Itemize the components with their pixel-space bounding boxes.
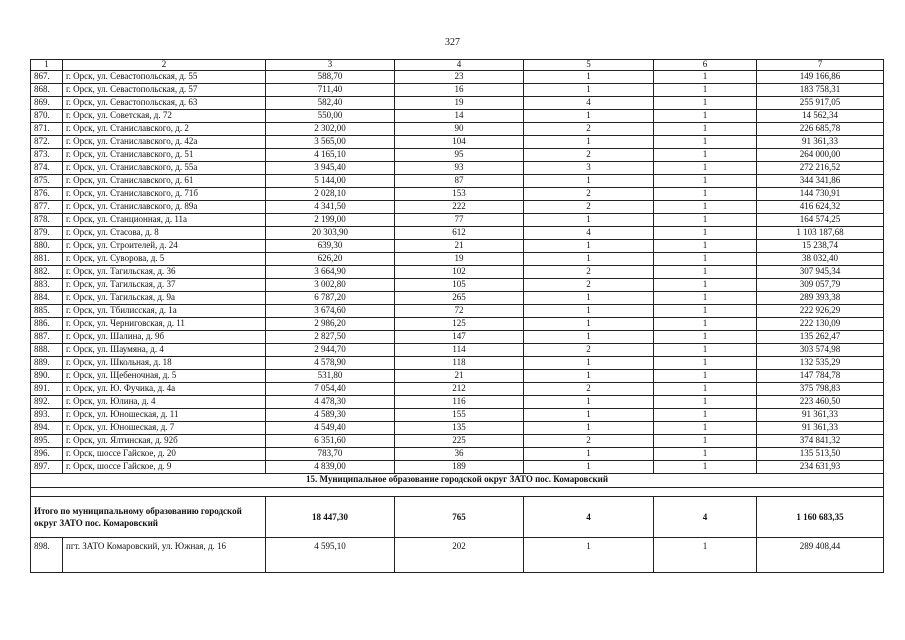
table-cell: 1 <box>654 253 757 266</box>
table-cell: 4 478,30 <box>266 396 395 409</box>
table-cell: 582,40 <box>266 97 395 110</box>
table-cell: 20 303,90 <box>266 227 395 240</box>
table-cell: 1 <box>654 461 757 474</box>
table-cell: 303 574,98 <box>757 344 884 357</box>
table-cell: 1 <box>654 383 757 396</box>
table-cell: 149 166,86 <box>757 71 884 84</box>
table-cell: 226 685,78 <box>757 123 884 136</box>
table-cell: г. Орск, ул. Станиславского, д. 55а <box>63 162 266 175</box>
table-cell: 1 <box>654 188 757 201</box>
table-cell: г. Орск, ул. Станиславского, д. 42а <box>63 136 266 149</box>
table-cell: 874. <box>31 162 63 175</box>
table-cell: 2 199,00 <box>266 214 395 227</box>
table-cell: 1 <box>524 175 654 188</box>
table-cell: 612 <box>395 227 524 240</box>
table-row <box>31 409 884 422</box>
table-cell: 871. <box>31 123 63 136</box>
table-cell: 1 <box>524 136 654 149</box>
table-cell: 892. <box>31 396 63 409</box>
table-cell: 1 <box>654 110 757 123</box>
table-cell: г. Орск, ул. Тагильская, д. 37 <box>63 279 266 292</box>
table-cell: 2 <box>524 435 654 448</box>
table-cell: 1 <box>654 409 757 422</box>
table-cell: 889. <box>31 357 63 370</box>
table-cell: 1 <box>654 136 757 149</box>
table-cell: 147 784,78 <box>757 370 884 383</box>
table-cell: 222 926,29 <box>757 305 884 318</box>
table-cell: 2 302,00 <box>266 123 395 136</box>
table-cell: 4 <box>524 227 654 240</box>
total-label: Итого по муниципальному образованию городской округ ЗАТО пос. Комаровский <box>31 497 266 538</box>
table-cell: 344 341,86 <box>757 175 884 188</box>
table-cell: г. Орск, ул. Станиславского, д. 61 <box>63 175 266 188</box>
table-cell: 1 <box>654 214 757 227</box>
table-cell: 881. <box>31 253 63 266</box>
table-cell: 14 562,34 <box>757 110 884 123</box>
table-cell: 90 <box>395 123 524 136</box>
table-cell: г. Орск, шоссе Гайское, д. 9 <box>63 461 266 474</box>
total-row <box>31 497 884 538</box>
table-cell: 891. <box>31 383 63 396</box>
table-cell: г. Орск, ул. Юношеская, д. 7 <box>63 422 266 435</box>
table-cell: 19 <box>395 253 524 266</box>
table-cell: 7 054,40 <box>266 383 395 396</box>
table-cell: г. Орск, ул. Советская, д. 72 <box>63 110 266 123</box>
table-cell: г. Орск, ул. Юлина, д. 4 <box>63 396 266 409</box>
table-cell: 38 032,40 <box>757 253 884 266</box>
table-cell: 289 408,44 <box>757 538 884 573</box>
table-cell: 375 798,83 <box>757 383 884 396</box>
table-cell: 885. <box>31 305 63 318</box>
table-row <box>31 370 884 383</box>
table-cell: 1 <box>654 97 757 110</box>
table-cell: 1 103 187,68 <box>757 227 884 240</box>
table-cell: 4 578,90 <box>266 357 395 370</box>
table-cell: 1 <box>524 409 654 422</box>
table-cell: 878. <box>31 214 63 227</box>
table-cell: 1 <box>654 292 757 305</box>
table-cell: 895. <box>31 435 63 448</box>
table-cell: 1 <box>654 123 757 136</box>
table-cell: 104 <box>395 136 524 149</box>
table-cell: 309 057,79 <box>757 279 884 292</box>
row-number: 898. <box>31 538 63 573</box>
table-cell: 225 <box>395 435 524 448</box>
table-cell: 886. <box>31 318 63 331</box>
table-cell: 14 <box>395 110 524 123</box>
table-cell: 307 945,34 <box>757 266 884 279</box>
table-cell: 887. <box>31 331 63 344</box>
table-cell: 255 917,05 <box>757 97 884 110</box>
table-cell: 870. <box>31 110 63 123</box>
table-cell: 1 <box>654 318 757 331</box>
table-row <box>31 266 884 279</box>
table-cell: 91 361,33 <box>757 409 884 422</box>
table-cell: 1 <box>654 396 757 409</box>
table-cell: 894. <box>31 422 63 435</box>
table-cell: 222 130,09 <box>757 318 884 331</box>
table-cell: 711,40 <box>266 84 395 97</box>
table-cell: 1 <box>654 175 757 188</box>
table-cell: 1 <box>524 461 654 474</box>
column-header: 1 <box>31 60 63 71</box>
table-cell: 265 <box>395 292 524 305</box>
column-header: 3 <box>266 60 395 71</box>
table-cell: г. Орск, ул. Шалина, д. 9б <box>63 331 266 344</box>
table-cell: 1 <box>524 318 654 331</box>
table-row <box>31 149 884 162</box>
table-cell: 116 <box>395 396 524 409</box>
table-cell: 896. <box>31 448 63 461</box>
table-row <box>31 71 884 84</box>
table-cell: 2 944,70 <box>266 344 395 357</box>
table-cell: 1 <box>654 84 757 97</box>
table-cell: 1 <box>654 149 757 162</box>
table-cell: 1 <box>654 448 757 461</box>
table-row <box>31 422 884 435</box>
table-row <box>31 136 884 149</box>
table-cell: г. Орск, ул. Станционная, д. 11а <box>63 214 266 227</box>
table-cell: 3 674,60 <box>266 305 395 318</box>
table-cell: 4 341,50 <box>266 201 395 214</box>
table-cell: 1 <box>524 422 654 435</box>
table-cell: 783,70 <box>266 448 395 461</box>
table-cell: 264 000,00 <box>757 149 884 162</box>
table-cell: 1 <box>524 110 654 123</box>
table-cell: 872. <box>31 136 63 149</box>
table-row <box>31 253 884 266</box>
column-header: 2 <box>63 60 266 71</box>
table-cell: 2 <box>524 266 654 279</box>
table-cell: г. Орск, ул. Черниговская, д. 11 <box>63 318 266 331</box>
table-cell: 36 <box>395 448 524 461</box>
table-cell: 1 <box>654 344 757 357</box>
table-cell: 4 <box>524 97 654 110</box>
table-cell: 1 <box>524 305 654 318</box>
table-cell: 1 <box>654 422 757 435</box>
total-value: 765 <box>395 497 524 538</box>
table-cell: 1 <box>654 435 757 448</box>
table-cell: 202 <box>395 538 524 573</box>
table-cell: г. Орск, ул. Шаумяна, д. 4 <box>63 344 266 357</box>
table-cell: 144 730,91 <box>757 188 884 201</box>
table-cell: 135 513,50 <box>757 448 884 461</box>
table-cell: 212 <box>395 383 524 396</box>
table-cell: 1 <box>654 538 757 573</box>
table-cell: 2 986,20 <box>266 318 395 331</box>
table-cell: 2 <box>524 279 654 292</box>
table-cell: 1 <box>524 253 654 266</box>
table-cell: г. Орск, ул. Ю. Фучика, д. 4а <box>63 383 266 396</box>
table-cell: 867. <box>31 71 63 84</box>
table-cell: 91 361,33 <box>757 136 884 149</box>
table-cell: 4 589,30 <box>266 409 395 422</box>
table-row <box>31 188 884 201</box>
table-cell: 890. <box>31 370 63 383</box>
table-cell: 1 <box>524 331 654 344</box>
table-cell: 223 460,50 <box>757 396 884 409</box>
table-cell: 2 <box>524 383 654 396</box>
table-cell: 873. <box>31 149 63 162</box>
table-row <box>31 435 884 448</box>
table-cell: 869. <box>31 97 63 110</box>
column-header: 7 <box>757 60 884 71</box>
table-cell: 1 <box>524 240 654 253</box>
table-cell: 1 <box>654 279 757 292</box>
column-header: 5 <box>524 60 654 71</box>
table-cell: 16 <box>395 84 524 97</box>
table-cell: 639,30 <box>266 240 395 253</box>
table-row <box>31 162 884 175</box>
table-cell: г. Орск, шоссе Гайское, д. 20 <box>63 448 266 461</box>
table-cell: 164 574,25 <box>757 214 884 227</box>
table-cell: 1 <box>654 357 757 370</box>
table-cell: г. Орск, ул. Тагильская, д. 9а <box>63 292 266 305</box>
table-cell: 588,70 <box>266 71 395 84</box>
table-cell: 147 <box>395 331 524 344</box>
table-cell: 102 <box>395 266 524 279</box>
page-number: 327 <box>445 37 460 48</box>
table-cell: 875. <box>31 175 63 188</box>
table-cell: 1 <box>654 227 757 240</box>
table-row <box>31 110 884 123</box>
table-cell: 1 <box>654 370 757 383</box>
table-cell: 893. <box>31 409 63 422</box>
table-cell: 15 238,74 <box>757 240 884 253</box>
table-cell: 374 841,32 <box>757 435 884 448</box>
table-cell: г. Орск, ул. Щебеночная, д. 5 <box>63 370 266 383</box>
table-cell: 135 <box>395 422 524 435</box>
table-cell: 23 <box>395 71 524 84</box>
table-cell: г. Орск, ул. Станиславского, д. 2 <box>63 123 266 136</box>
table-row <box>31 201 884 214</box>
table-cell: 1 <box>524 214 654 227</box>
total-value: 18 447,30 <box>266 497 395 538</box>
table-cell: 1 <box>524 357 654 370</box>
table-cell: 626,20 <box>266 253 395 266</box>
table-row <box>31 318 884 331</box>
table-cell: 105 <box>395 279 524 292</box>
table-cell: 222 <box>395 201 524 214</box>
table-cell: 1 <box>524 84 654 97</box>
table-cell: 1 <box>524 292 654 305</box>
table-row <box>31 383 884 396</box>
table-cell: г. Орск, ул. Тагильская, д. 36 <box>63 266 266 279</box>
table-row <box>31 461 884 474</box>
table-cell: 3 945,40 <box>266 162 395 175</box>
table-cell: г. Орск, ул. Станиславского, д. 89а <box>63 201 266 214</box>
table-cell: 125 <box>395 318 524 331</box>
table-cell: 3 565,00 <box>266 136 395 149</box>
table-cell: 1 <box>654 240 757 253</box>
table-cell: г. Орск, ул. Суворова, д. 5 <box>63 253 266 266</box>
table-cell: 883. <box>31 279 63 292</box>
table-cell: 868. <box>31 84 63 97</box>
table-cell: 2 <box>524 344 654 357</box>
table-cell: 877. <box>31 201 63 214</box>
table-cell: г. Орск, ул. Севастопольская, д. 55 <box>63 71 266 84</box>
column-header: 4 <box>395 60 524 71</box>
column-header: 6 <box>654 60 757 71</box>
table-cell: 234 631,93 <box>757 461 884 474</box>
table-cell: 6 351,60 <box>266 435 395 448</box>
table-cell: 6 787,20 <box>266 292 395 305</box>
table-cell: г. Орск, ул. Севастопольская, д. 63 <box>63 97 266 110</box>
table-cell: 3 002,80 <box>266 279 395 292</box>
table-row <box>31 357 884 370</box>
table-cell: 153 <box>395 188 524 201</box>
table-cell: 95 <box>395 149 524 162</box>
table-cell: 118 <box>395 357 524 370</box>
table-cell: 2 827,50 <box>266 331 395 344</box>
total-value: 4 <box>654 497 757 538</box>
table-cell: г. Орск, ул. Строителей, д. 24 <box>63 240 266 253</box>
table-cell: 289 393,38 <box>757 292 884 305</box>
table-cell: 531,80 <box>266 370 395 383</box>
table-cell: 550,00 <box>266 110 395 123</box>
data-table <box>30 59 884 573</box>
column-number-row <box>31 60 884 71</box>
total-value: 4 <box>524 497 654 538</box>
table-cell: 21 <box>395 240 524 253</box>
table-cell: 2 <box>524 149 654 162</box>
table-cell: 1 <box>524 71 654 84</box>
table-cell: 4 165,10 <box>266 149 395 162</box>
table-cell: 91 361,33 <box>757 422 884 435</box>
table-cell: 879. <box>31 227 63 240</box>
section-title: 15. Муниципальное образование городской округ ЗАТО пос. Комаровский <box>31 474 884 488</box>
table-cell: 3 664,90 <box>266 266 395 279</box>
table-row <box>31 448 884 461</box>
table-cell: 1 <box>654 266 757 279</box>
table-cell: 888. <box>31 344 63 357</box>
table-cell: 2 <box>524 123 654 136</box>
table-row <box>31 227 884 240</box>
table-cell: 1 <box>524 370 654 383</box>
table-cell: 1 <box>524 396 654 409</box>
table-cell: 897. <box>31 461 63 474</box>
table-row <box>31 175 884 188</box>
table-cell: 2 <box>524 201 654 214</box>
table-cell: г. Орск, ул. Школьная, д. 18 <box>63 357 266 370</box>
table-cell: 21 <box>395 370 524 383</box>
table-row <box>31 84 884 97</box>
table-cell: 183 758,31 <box>757 84 884 97</box>
table-cell: г. Орск, ул. Станиславского, д. 51 <box>63 149 266 162</box>
table-cell: г. Орск, ул. Юношеская, д. 11 <box>63 409 266 422</box>
spacer-cell <box>31 488 884 497</box>
table-cell: 1 <box>654 305 757 318</box>
table-cell: 3 <box>524 162 654 175</box>
table-cell: 19 <box>395 97 524 110</box>
section-row <box>31 474 884 488</box>
table-row <box>31 214 884 227</box>
table-cell: 132 535,29 <box>757 357 884 370</box>
table-cell: 1 <box>654 162 757 175</box>
table-cell: 1 <box>654 71 757 84</box>
table-cell: 2 028,10 <box>266 188 395 201</box>
table-cell: 4 839,00 <box>266 461 395 474</box>
table-row <box>31 331 884 344</box>
table-cell: 77 <box>395 214 524 227</box>
table-cell: г. Орск, ул. Ялтинская, д. 92б <box>63 435 266 448</box>
table-cell: 876. <box>31 188 63 201</box>
table-cell: 93 <box>395 162 524 175</box>
table-cell: 884. <box>31 292 63 305</box>
table-row <box>31 279 884 292</box>
table-cell: 4 549,40 <box>266 422 395 435</box>
spacer-row <box>31 488 884 497</box>
row-address: пгт. ЗАТО Комаровский, ул. Южная, д. 16 <box>63 538 266 573</box>
table-cell: г. Орск, ул. Тбилисская, д. 1а <box>63 305 266 318</box>
table-cell: г. Орск, ул. Стасова, д. 8 <box>63 227 266 240</box>
table-cell: 1 <box>654 201 757 214</box>
table-cell: 1 <box>524 448 654 461</box>
table-cell: г. Орск, ул. Севастопольская, д. 57 <box>63 84 266 97</box>
table-row <box>31 123 884 136</box>
table-row <box>31 240 884 253</box>
total-value: 1 160 683,35 <box>757 497 884 538</box>
table-cell: 4 595,10 <box>266 538 395 573</box>
table-cell: 882. <box>31 266 63 279</box>
table-row <box>31 344 884 357</box>
table-cell: 155 <box>395 409 524 422</box>
table-cell: 272 216,52 <box>757 162 884 175</box>
table-row <box>31 538 884 573</box>
table-cell: 135 262,47 <box>757 331 884 344</box>
table-cell: 72 <box>395 305 524 318</box>
table-cell: 87 <box>395 175 524 188</box>
table-row <box>31 305 884 318</box>
table-cell: 5 144,00 <box>266 175 395 188</box>
table-row <box>31 292 884 305</box>
table-cell: 416 624,32 <box>757 201 884 214</box>
table-cell: 1 <box>654 331 757 344</box>
table-row <box>31 396 884 409</box>
table-cell: 114 <box>395 344 524 357</box>
table-cell: 1 <box>524 538 654 573</box>
table-cell: г. Орск, ул. Станиславского, д. 71б <box>63 188 266 201</box>
table-cell: 189 <box>395 461 524 474</box>
table-row <box>31 97 884 110</box>
table-cell: 2 <box>524 188 654 201</box>
table-cell: 880. <box>31 240 63 253</box>
